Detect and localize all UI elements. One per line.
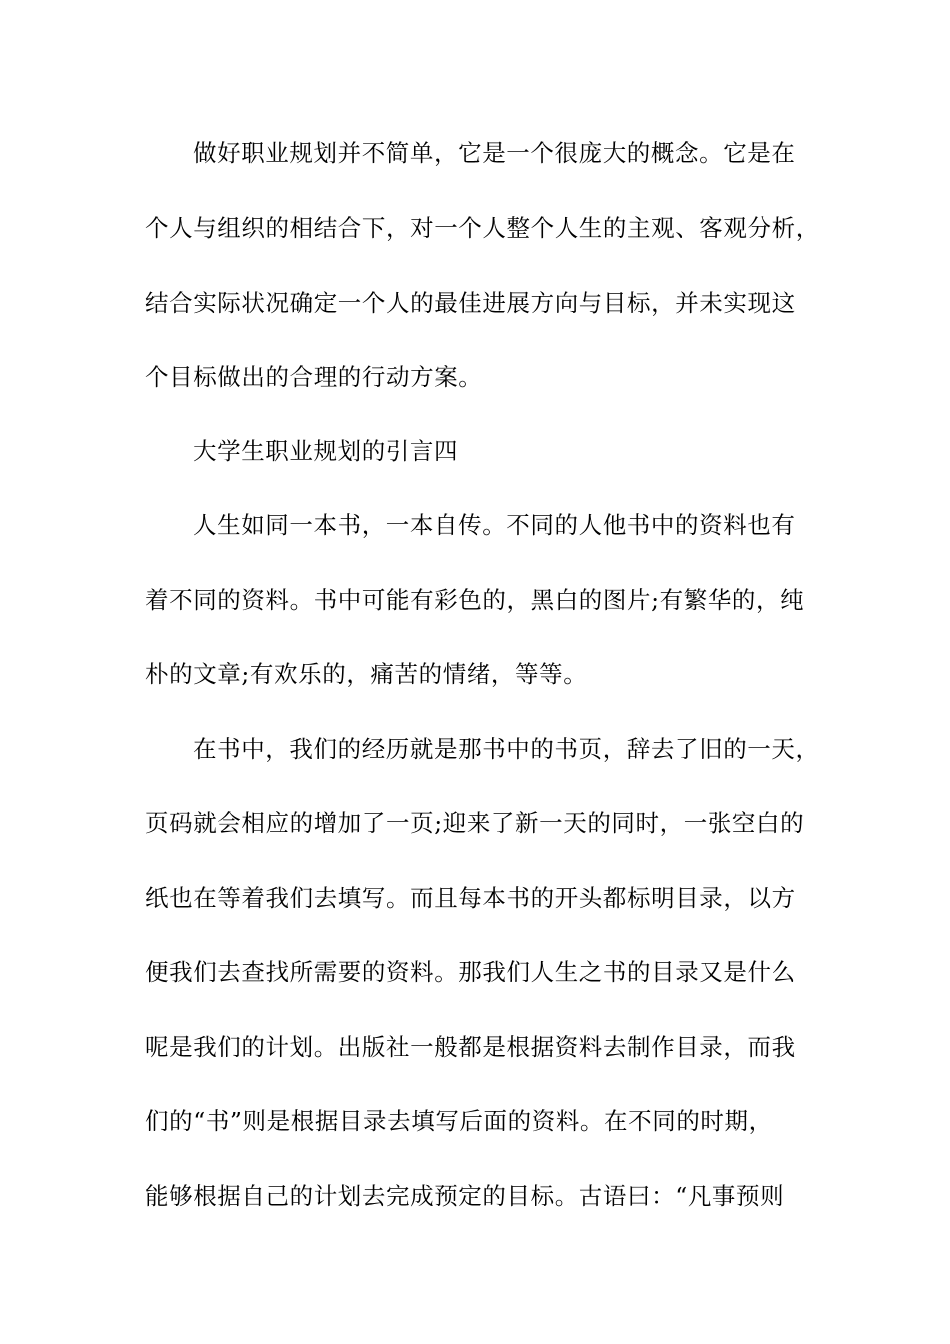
paragraph-line: 结合实际状况确定一个人的最佳进展方向与目标，并未实现这 [145, 289, 796, 317]
paragraph-line: 们的“书”则是根据目录去填写后面的资料。在不同的时期， [145, 1107, 773, 1135]
section-heading: 大学生职业规划的引言四 [193, 437, 459, 465]
paragraph-line: 做好职业规划并不简单，它是一个很庞大的概念。它是在 [193, 139, 796, 167]
paragraph-line: 纸也在等着我们去填写。而且每本书的开头都标明目录，以方 [145, 884, 796, 912]
paragraph-line: 个目标做出的合理的行动方案。 [145, 363, 483, 391]
paragraph-line: 在书中，我们的经历就是那书中的书页，辞去了旧的一天， [193, 735, 820, 763]
paragraph-line: 人生如同一本书，一本自传。不同的人他书中的资料也有 [193, 511, 796, 539]
paragraph-line: 便我们去查找所需要的资料。那我们人生之书的目录又是什么 [145, 958, 796, 986]
paragraph-line: 页码就会相应的增加了一页;迎来了新一天的同时，一张空白的 [145, 809, 805, 837]
paragraph-line: 能够根据自己的计划去完成预定的目标。古语曰：“凡事预则 [145, 1182, 785, 1210]
paragraph-line: 个人与组织的相结合下，对一个人整个人生的主观、客观分析， [145, 214, 820, 242]
paragraph-line: 朴的文章;有欢乐的，痛苦的情绪，等等。 [145, 660, 588, 688]
paragraph-line: 呢是我们的计划。出版社一般都是根据资料去制作目录，而我 [145, 1033, 796, 1061]
paragraph-line: 着不同的资料。书中可能有彩色的，黑白的图片;有繁华的，纯 [145, 586, 805, 614]
